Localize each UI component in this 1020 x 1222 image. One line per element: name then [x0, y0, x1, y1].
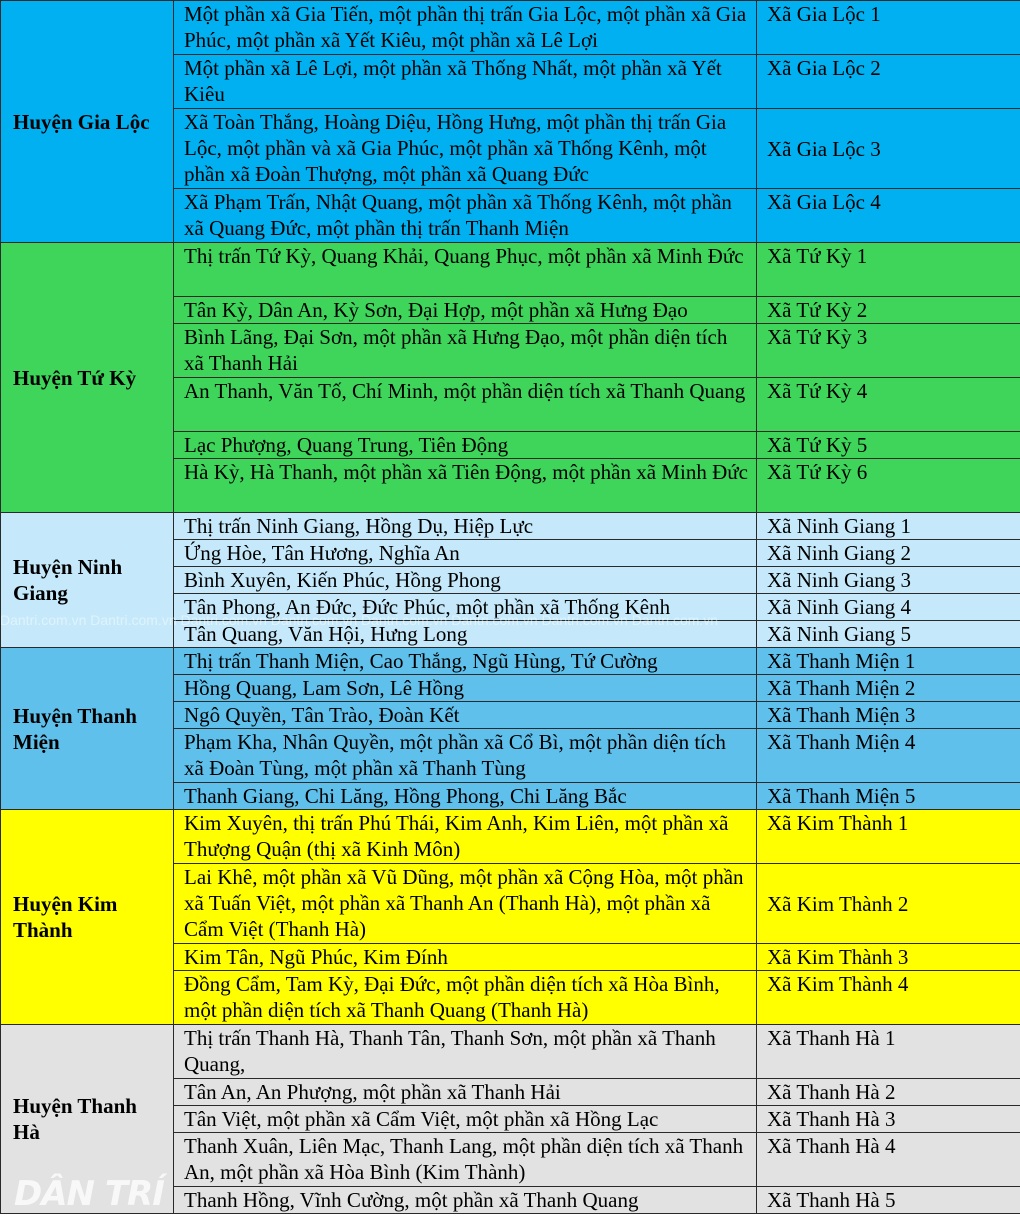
area-description: Kim Tân, Ngũ Phúc, Kim Đính	[174, 944, 757, 971]
area-description: Xã Phạm Trấn, Nhật Quang, một phần xã Thống Kênh, một phần xã Quang Đức, một phần thị trấn Thanh Miện	[174, 189, 757, 243]
new-commune-name: Xã Tứ Kỳ 2	[757, 297, 1020, 324]
new-commune-name: Xã Ninh Giang 1	[757, 513, 1020, 540]
area-description: Phạm Kha, Nhân Quyền, một phần xã Cổ Bì, một phần diện tích xã Đoàn Tùng, một phần xã Thanh Tùng	[174, 729, 757, 783]
new-commune-name: Xã Gia Lộc 4	[757, 189, 1020, 243]
new-commune-name: Xã Thanh Miện 4	[757, 729, 1020, 783]
area-description: An Thanh, Văn Tố, Chí Minh, một phần diện tích xã Thanh Quang	[174, 378, 757, 432]
area-description: Thanh Xuân, Liên Mạc, Thanh Lang, một phần diện tích xã Thanh An, một phần xã Hòa Bình (Kim Thành)	[174, 1133, 757, 1187]
area-description: Ứng Hòe, Tân Hương, Nghĩa An	[174, 540, 757, 567]
new-commune-name: Xã Gia Lộc 2	[757, 55, 1020, 109]
watermark-strip: Dantri.com.vn Dantri.com.vn Dantri.com.vn Dantri.com.vn Dantri.com.vn Dantri.com.vn Dantri.com.vn Dantri.com.vn	[0, 612, 719, 628]
area-description: Thanh Giang, Chi Lăng, Hồng Phong, Chi Lăng Bắc	[174, 783, 757, 810]
area-description: Tân Phong, An Đức, Đức Phúc, một phần xã Thống Kênh	[174, 594, 757, 621]
new-commune-name: Xã Tứ Kỳ 3	[757, 324, 1020, 378]
district-cell: Huyện Thanh Hà	[1, 1025, 174, 1214]
new-commune-name: Xã Thanh Miện 5	[757, 783, 1020, 810]
new-commune-name: Xã Ninh Giang 4	[757, 594, 1020, 621]
district-cell: Huyện Gia Lộc	[1, 1, 174, 243]
area-description: Xã Toàn Thắng, Hoàng Diệu, Hồng Hưng, một phần thị trấn Gia Lộc, một phần và xã Gia Phúc, một phần xã Thống Kênh, một phần xã Đoàn Thượng, một phần xã Quang Đức	[174, 109, 757, 189]
district-cell: Huyện Thanh Miện	[1, 648, 174, 810]
area-description: Tân Việt, một phần xã Cẩm Việt, một phần xã Hồng Lạc	[174, 1106, 757, 1133]
area-description: Kim Xuyên, thị trấn Phú Thái, Kim Anh, Kim Liên, một phần xã Thượng Quận (thị xã Kinh Môn)	[174, 810, 757, 864]
area-description: Tân An, An Phượng, một phần xã Thanh Hải	[174, 1079, 757, 1106]
area-description: Tân Quang, Văn Hội, Hưng Long	[174, 621, 757, 648]
new-commune-name: Xã Tứ Kỳ 4	[757, 378, 1020, 432]
new-commune-name: Xã Ninh Giang 5	[757, 621, 1020, 648]
new-commune-name: Xã Thanh Hà 5	[757, 1187, 1020, 1214]
dantri-logo-watermark: DÂN TRÍ	[14, 1174, 164, 1214]
new-commune-name: Xã Kim Thành 1	[757, 810, 1020, 864]
new-commune-name: Xã Thanh Miện 2	[757, 675, 1020, 702]
area-description: Ngô Quyền, Tân Trào, Đoàn Kết	[174, 702, 757, 729]
district-cell: Huyện Kim Thành	[1, 810, 174, 1025]
table-row	[1, 513, 1020, 540]
new-commune-name: Xã Ninh Giang 2	[757, 540, 1020, 567]
area-description: Một phần xã Gia Tiến, một phần thị trấn Gia Lộc, một phần xã Gia Phúc, một phần xã Yết Kiêu, một phần xã Lê Lợi	[174, 1, 757, 55]
new-commune-name: Xã Gia Lộc 3	[757, 109, 1020, 189]
new-commune-name: Xã Thanh Hà 2	[757, 1079, 1020, 1106]
area-description: Hà Kỳ, Hà Thanh, một phần xã Tiên Động, một phần xã Minh Đức	[174, 459, 757, 513]
new-commune-name: Xã Ninh Giang 3	[757, 567, 1020, 594]
new-commune-name: Xã Gia Lộc 1	[757, 1, 1020, 55]
area-description: Thị trấn Thanh Hà, Thanh Tân, Thanh Sơn, một phần xã Thanh Quang,	[174, 1025, 757, 1079]
new-commune-name: Xã Tứ Kỳ 6	[757, 459, 1020, 513]
area-description: Thị trấn Tứ Kỳ, Quang Khải, Quang Phục, một phần xã Minh Đức	[174, 243, 757, 297]
new-commune-name: Xã Tứ Kỳ 5	[757, 432, 1020, 459]
new-commune-name: Xã Kim Thành 2	[757, 864, 1020, 944]
table-row	[1, 243, 1020, 297]
new-commune-name: Xã Thanh Miện 3	[757, 702, 1020, 729]
new-commune-name: Xã Thanh Hà 4	[757, 1133, 1020, 1187]
table-row	[1, 1, 1020, 55]
area-description: Thị trấn Thanh Miện, Cao Thắng, Ngũ Hùng, Tứ Cường	[174, 648, 757, 675]
area-description: Thanh Hồng, Vĩnh Cường, một phần xã Thanh Quang	[174, 1187, 757, 1214]
area-description: Đồng Cẩm, Tam Kỳ, Đại Đức, một phần diện tích xã Hòa Bình, một phần diện tích xã Thanh Quang (Thanh Hà)	[174, 971, 757, 1025]
area-description: Lạc Phượng, Quang Trung, Tiên Động	[174, 432, 757, 459]
district-cell: Huyện Ninh Giang	[1, 513, 174, 648]
area-description: Lai Khê, một phần xã Vũ Dũng, một phần xã Cộng Hòa, một phần xã Tuấn Việt, một phần xã Thanh An (Thanh Hà), một phần xã Cẩm Việt (Thanh Hà)	[174, 864, 757, 944]
new-commune-name: Xã Thanh Hà 1	[757, 1025, 1020, 1079]
area-description: Tân Kỳ, Dân An, Kỳ Sơn, Đại Hợp, một phần xã Hưng Đạo	[174, 297, 757, 324]
district-cell: Huyện Tứ Kỳ	[1, 243, 174, 513]
new-commune-name: Xã Kim Thành 3	[757, 944, 1020, 971]
table-row	[1, 1025, 1020, 1079]
new-commune-name: Xã Thanh Hà 3	[757, 1106, 1020, 1133]
table-row	[1, 648, 1020, 675]
area-description: Bình Lãng, Đại Sơn, một phần xã Hưng Đạo, một phần diện tích xã Thanh Hải	[174, 324, 757, 378]
area-description: Một phần xã Lê Lợi, một phần xã Thống Nhất, một phần xã Yết Kiêu	[174, 55, 757, 109]
table-row	[1, 810, 1020, 864]
area-description: Bình Xuyên, Kiến Phúc, Hồng Phong	[174, 567, 757, 594]
new-commune-name: Xã Thanh Miện 1	[757, 648, 1020, 675]
new-commune-name: Xã Kim Thành 4	[757, 971, 1020, 1025]
area-description: Thị trấn Ninh Giang, Hồng Dụ, Hiệp Lực	[174, 513, 757, 540]
new-commune-name: Xã Tứ Kỳ 1	[757, 243, 1020, 297]
area-description: Hồng Quang, Lam Sơn, Lê Hồng	[174, 675, 757, 702]
